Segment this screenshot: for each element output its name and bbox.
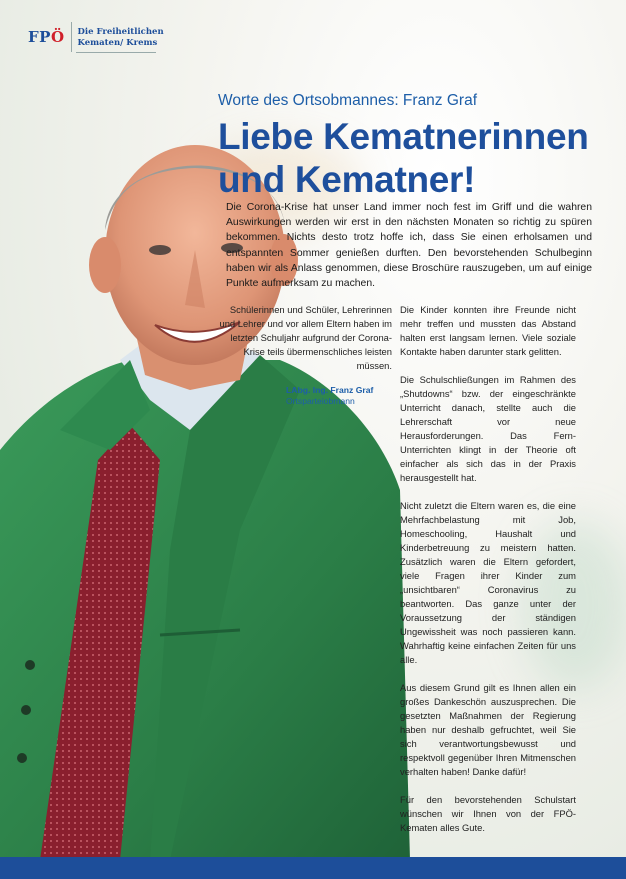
body-paragraph: Für den bevorstehenden Schulstart wünschen wir Ihnen von der FPÖ-Kematen alles Gute. [400,794,576,833]
article-kicker: Worte des Ortsobmannes: Franz Graf [218,92,478,109]
logo-underline [76,52,156,53]
title-line-2: und Kematner! [218,159,476,200]
org-name-line2: Kematen/ Krems [77,38,158,48]
body-paragraph: Die Kinder konnten ihre Freunde nicht mehr treffen und mussten das Abstand halten erst langsam lernen. Viele soziale Kontakte haben darunter stark gelitten. [400,304,576,357]
body-paragraph: Die Schulschließungen im Rahmen des „Shutdowns“ bzw. der eingeschränkte Unterricht danach, stellte auch die Lehrerschaft vor neue Herausforderungen. Das Fern-Unterrichten klingt in der Theorie oft einfacher als sich das in der Praxis herausgestellt hat. [400,374,576,483]
body-paragraph: Nicht zuletzt die Eltern waren es, die eine Mehrfachbelastung mit Job, Homeschooling, Haushalt und Kinderbetreuung zu meistern hatten. Zusätzlich waren die Eltern gefordert, viele Fragen ihrer Kinder zum „unsichtbaren“ Coronavirus zu beantworten. Das ganze unter der Voraussetzung der ständigen Ungewissheit was noch passieren kann. Wahrhaftig keine einfachen Zeiten für uns alle. [400,500,576,665]
left-column-paragraph: Schülerinnen und Schüler, Lehrerinnen und Lehrer und vor allem Eltern haben im letzten Schuljahr aufgrund der Corona-Krise teils übermenschliches leisten müssen. [219,304,392,371]
logo-divider [71,22,72,52]
fpo-wordmark: FPÖ [28,28,65,46]
lead-paragraph: Die Corona-Krise hat unser Land immer noch fest im Griff und die wahren Auswirkungen werden wir erst in den nächsten Monaten so richtig zu spüren bekommen. Nichts desto trotz hoffe ich, dass Sie einen erholsamen und entspannten Sommer genießen durften. Den bevorstehenden Schulbeginn haben wir als Anlass genommen, diese Broschüre rauszugeben, um auf einige Punkte aufmerksam zu machen. [226,202,592,290]
title-line-1: Liebe Kematnerinnen [218,116,589,157]
party-logo [28,22,164,52]
article-title [218,115,589,201]
footer-bar [0,857,626,879]
org-name-line1: Die Freiheitlichen [77,27,164,37]
signature-role: Ortsparteiobmann [286,396,355,406]
signature [286,385,396,407]
body-paragraph: Aus diesem Grund gilt es Ihnen allen ein großes Dankeschön auszusprechen. Die gesetzten Maßnahmen der Regierung haben nur deshalb gefruchtet, weil Sie sich verantwortungsbewusst und respektvoll gegenüber Ihren Mitmenschen verhalten haben! Danke dafür! [400,682,576,777]
org-name [78,27,164,49]
signature-name: LAbg. Ing. Franz Graf [286,385,374,395]
right-column [400,303,576,849]
